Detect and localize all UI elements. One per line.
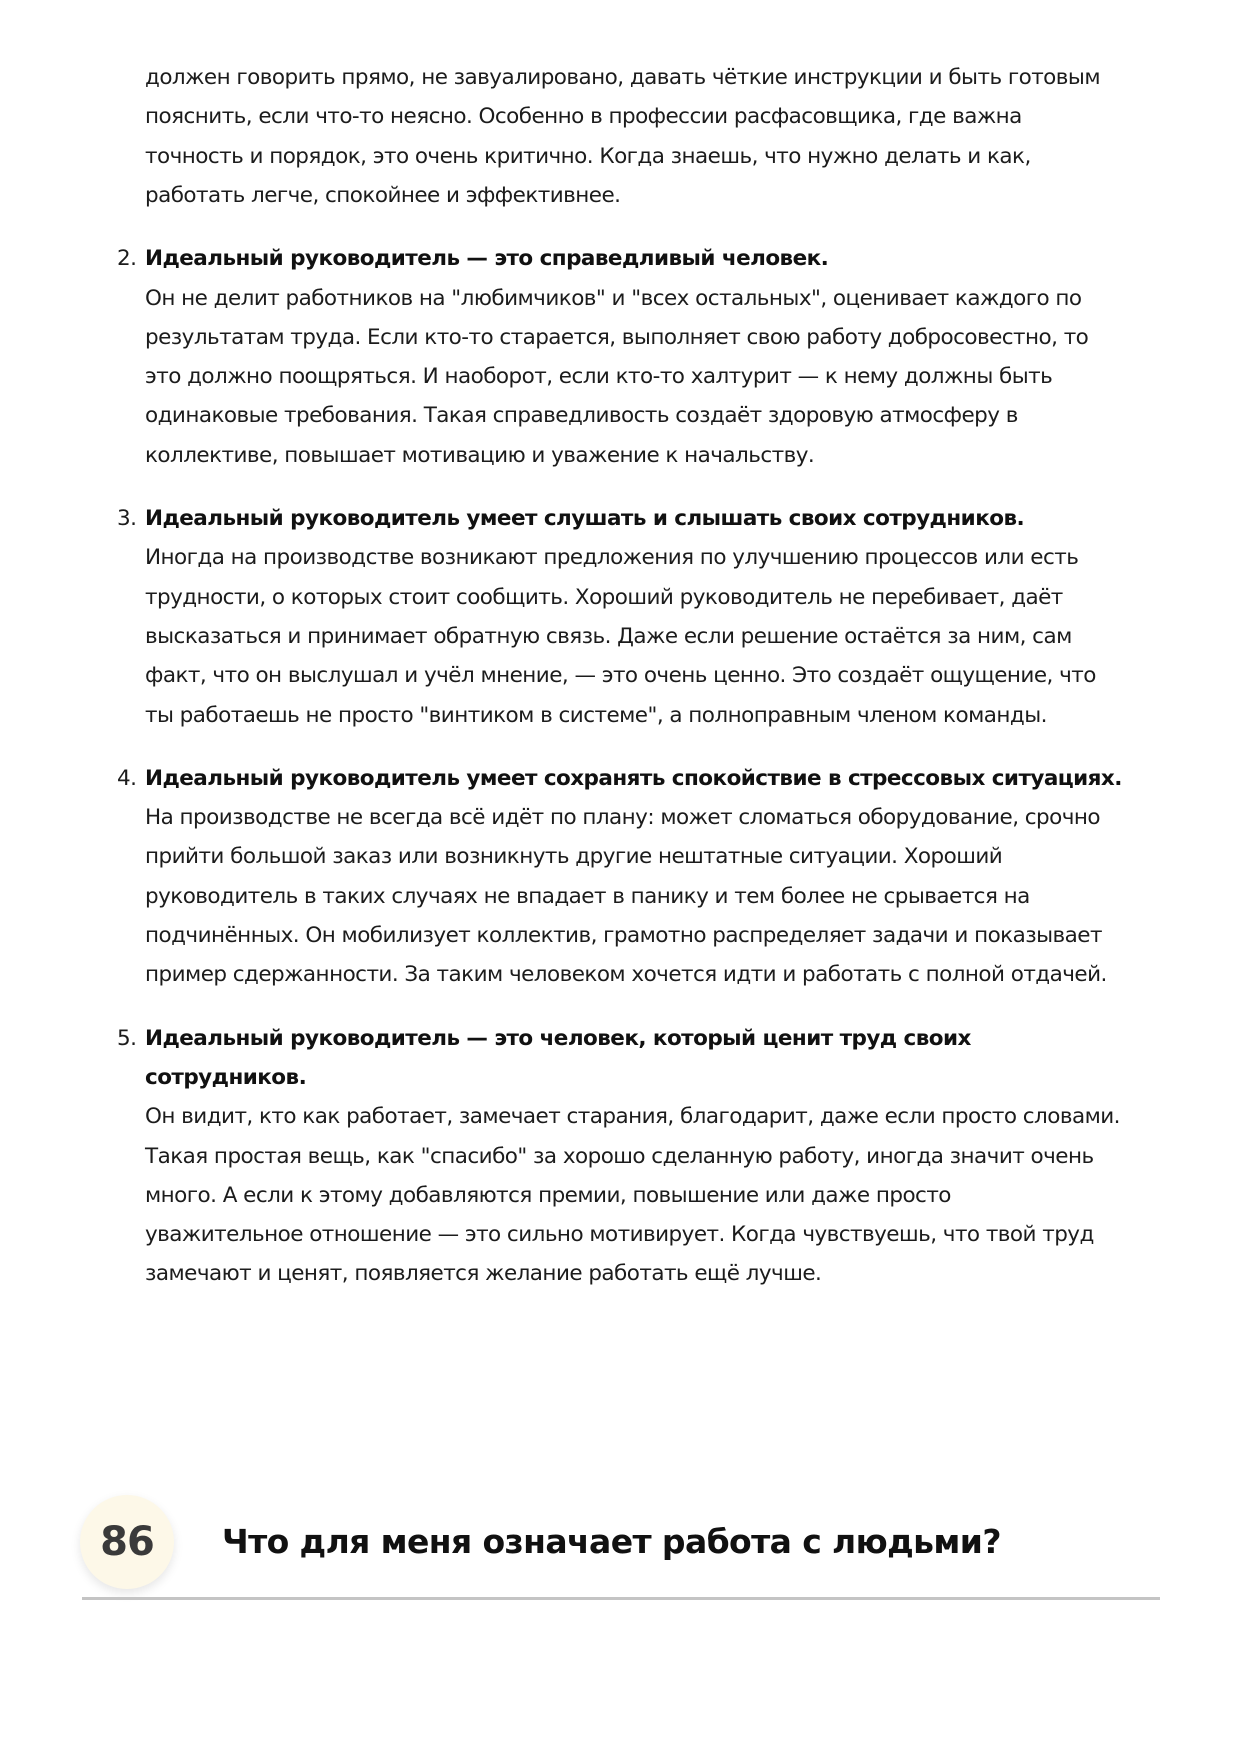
list-item-body-line: На производстве не всегда всё идёт по плану: может сломаться оборудование, срочно — [145, 805, 1101, 831]
list-item-body-line: Он не делит работников на "любимчиков" и "всех остальных", оценивает каждого по — [145, 285, 1082, 311]
list-item-title: сотрудников. — [145, 1064, 307, 1090]
paragraph-line: точность и порядок, это очень критично. Когда знаешь, что нужно делать и как, — [145, 143, 1031, 169]
list-item-number: 3. — [117, 506, 137, 531]
paragraph-line: работать легче, спокойнее и эффективнее. — [145, 182, 621, 208]
list-item-body-line: трудности, о которых стоит сообщить. Хороший руководитель не перебивает, даёт — [145, 584, 1063, 610]
list-item-number: 5. — [117, 1025, 137, 1051]
section-title: Что для меня означает работа с людьми? — [222, 1522, 1001, 1561]
list-item-body-line: уважительное отношение — это сильно мотивирует. Когда чувствуешь, что твой труд — [145, 1222, 1094, 1248]
list-item-body-line: подчинённых. Он мобилизует коллектив, грамотно распределяет задачи и показывает — [145, 923, 1102, 948]
section-divider — [82, 1597, 1160, 1600]
list-item-body-line: прийти большой заказ или возникнуть другие нештатные ситуации. Хороший — [145, 844, 1003, 870]
list-item-body-line: замечают и ценят, появляется желание работать ещё лучше. — [145, 1261, 822, 1287]
list-item-body-line: много. А если к этому добавляются премии, повышение или даже просто — [145, 1182, 951, 1208]
list-item-number: 2. — [117, 246, 137, 272]
section-number: 86 — [100, 1519, 154, 1565]
list-item-body-line: результатам труда. Если кто-то старается, выполняет свою работу добросовестно, то — [145, 324, 1089, 350]
list-item-body-line: Иногда на производстве возникают предложения по улучшению процессов или есть — [145, 545, 1079, 571]
list-item-body-line: пример сдержанности. За таким человеком хочется идти и работать с полной отдачей. — [145, 962, 1107, 988]
list-item-body-line: Он видит, кто как работает, замечает старания, благодарит, даже если просто словами. — [145, 1104, 1120, 1130]
section-number-badge — [80, 1495, 174, 1589]
paragraph-line: должен говорить прямо, не завуалировано, давать чёткие инструкции и быть готовым — [145, 65, 1100, 90]
list-item-title: Идеальный руководитель умеет слушать и слышать своих сотрудников. — [145, 506, 1025, 531]
paragraph-line: пояснить, если что-то неясно. Особенно в профессии расфасовщика, где важна — [145, 104, 1022, 130]
list-item-body-line: факт, что он выслушал и учёл мнение, — это очень ценно. Это создаёт ощущение, что — [145, 663, 1096, 689]
list-item-body-line: высказаться и принимает обратную связь. Даже если решение остаётся за ним, сам — [145, 623, 1072, 649]
list-item-title: Идеальный руководитель — это человек, который ценит труд своих — [145, 1025, 971, 1051]
list-item-body-line: руководитель в таких случаях не впадает в панику и тем более не срывается на — [145, 883, 1030, 909]
list-item-body-line: коллективе, повышает мотивацию и уважение к начальству. — [145, 442, 815, 468]
list-item-body-line: Такая простая вещь, как "спасибо" за хорошо сделанную работу, иногда значит очень — [145, 1143, 1094, 1169]
list-item-number: 4. — [117, 765, 137, 791]
list-item-body-line: ты работаешь не просто "винтиком в системе", а полноправным членом команды. — [145, 702, 1047, 728]
list-item-title: Идеальный руководитель — это справедливый человек. — [145, 246, 829, 272]
list-item-title: Идеальный руководитель умеет сохранять спокойствие в стрессовых ситуациях. — [145, 765, 1122, 791]
list-item-body-line: одинаковые требования. Такая справедливость создаёт здоровую атмосферу в — [145, 403, 1018, 429]
list-item-body-line: это должно поощряться. И наоборот, если кто-то халтурит — к нему должны быть — [145, 364, 1053, 390]
